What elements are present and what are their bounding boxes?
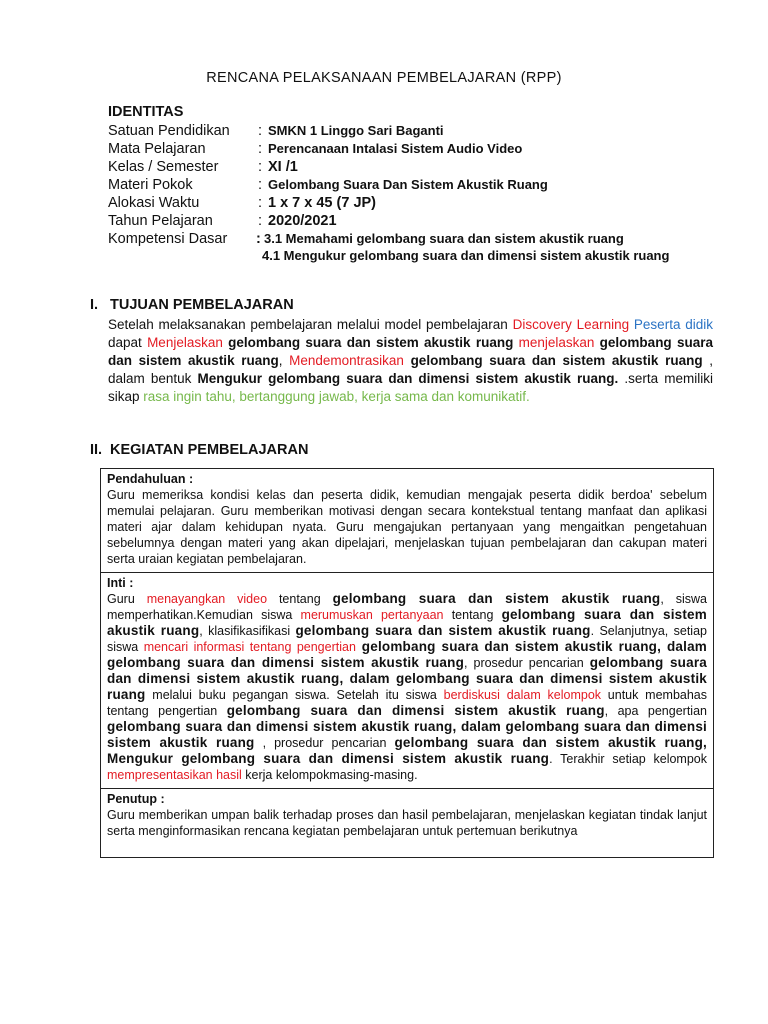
identity-value: 4.1 Mengukur gelombang suara dan dimensi sistem akustik ruang [262,248,670,263]
text-run: dapat [108,335,148,350]
section-title: KEGIATAN PEMBELAJARAN [110,442,309,458]
colon: : [258,123,263,139]
text-run: .serta memiliki sikap [108,371,713,404]
text-run: menjelaskan [518,335,595,350]
colon: : [258,213,263,229]
text-run: gelombang suara dan dimensi sistem akustik ruang, dalam gelombang suara dan dimensi sistem akustik ruang [107,719,707,750]
text-run: gelombang suara dan sistem akustik ruang, dalam gelombang suara dan dimensi sistem akustik ruang [107,639,707,670]
identity-value: SMKN 1 Linggo Sari Baganti [268,123,444,138]
section-tujuan-heading [90,297,294,313]
text-run: , prosedur pencarian [464,656,590,670]
pendahuluan-cell [101,469,713,573]
text-run: gelombang suara dan dimensi sistem akustik ruang, dalam gelombang suara dan dimensi sistem akustik ruang [107,655,707,702]
text-run: Guru [107,592,147,606]
text-run: Discovery Learning [512,317,630,332]
text-run: Peserta didik [633,317,713,332]
document-title: RENCANA PELAKSANAAN PEMBELAJARAN (RPP) [206,70,562,86]
identity-label: Kelas / Semester [108,159,219,175]
text-run: gelombang suara dan sistem akustik ruang [332,591,661,606]
text-run: gelombang suara dan sistem akustik ruang [222,335,514,350]
identity-value: Gelombang Suara Dan Sistem Akustik Ruang [268,177,548,192]
text-run: berdiskusi dalam kelompok [443,688,602,702]
section-number: II. [90,442,103,458]
colon: : [258,159,263,175]
identity-value: 3.1 Memahami gelombang suara dan sistem akustik ruang [264,231,624,246]
cell-text: Guru memeriksa kondisi kelas dan peserta didik, kemudian mengajak peserta didik berdoa' sebelum memulai pelajaran. Guru memberikan motivasi dengan secara kontekstual tentang manfaat dan aplikasi materi ajar dalam kehidupan nyata. Guru mengajukan pertanyaan yang mengaitkan pengetahuan sebelumnya dengan materi yang akan dipelajari, menjelaskan tujuan pembelajaran dan cakupan materi serta uraian kegiatan pembelajaran. [107,488,707,566]
colon: : [256,231,261,247]
text-run: gelombang suara dan sistem akustik ruang [295,623,591,638]
text-run: gelombang suara dan sistem akustik ruang, Mengukur gelombang suara dan dimensi sistem akustik ruang [107,735,707,766]
text-run: menayangkan video [146,592,268,606]
text-run: Mendemontrasikan [289,353,404,368]
identitas-heading: IDENTITAS [108,104,184,120]
text-run: . Terakhir setiap kelompok [549,752,707,766]
text-run: mencari informasi tentang pengertian [143,640,356,654]
text-run: rasa ingin tahu, bertanggung jawab, kerja sama dan komunikatif. [143,389,530,404]
identity-label: Satuan Pendidikan [108,123,230,139]
section-kegiatan-heading [90,442,308,458]
text-run: gelombang suara dan sistem akustik ruang [107,607,707,638]
text-run: Menjelaskan [147,335,223,350]
text-run: mempresentasikan hasil [107,768,242,782]
text-run: melalui buku pegangan siswa. Setelah itu siswa [145,688,444,702]
text-run: , dalam bentuk [108,353,713,386]
text-run: , [278,353,290,368]
identity-label: Kompetensi Dasar [108,231,228,247]
identity-label: Materi Pokok [108,177,193,193]
cell-title: Pendahuluan : [107,472,194,486]
colon: : [258,141,263,157]
text-run: merumuskan pertanyaan [300,608,444,622]
text-run: , prosedur pencarian [254,736,395,750]
identity-label: Mata Pelajaran [108,141,206,157]
inti-cell [101,573,713,789]
cell-title: Penutup : [107,792,165,806]
identity-value: Perencanaan Intalasi Sistem Audio Video [268,141,523,156]
text-run: , apa pengertian [604,704,707,718]
identity-value: XI /1 [268,159,298,175]
text-run: Setelah melaksanakan pembelajaran melalui model pembelajaran [108,317,513,332]
text-run: gelombang suara dan dimensi sistem akustik ruang [226,703,605,718]
identity-value: 1 x 7 x 45 (7 JP) [268,195,377,211]
text-run: kerja kelompokmasing-masing. [241,768,418,782]
cell-text [107,591,707,783]
tujuan-paragraph [108,316,713,406]
identity-label: Tahun Pelajaran [108,213,213,229]
text-run: tentang [267,592,333,606]
colon: : [258,177,263,193]
text-run: untuk membahas tentang pengertian [107,688,708,718]
penutup-cell [101,789,713,857]
section-number: I. [90,297,99,313]
text-run: Mengukur gelombang suara dan dimensi sistem akustik ruang. [197,371,619,386]
kegiatan-table [100,468,714,858]
cell-text: Guru memberikan umpan balik terhadap proses dan hasil pembelajaran, menjelaskan kegiatan tindak lanjut serta menginformasikan rencana kegiatan pembelajaran untuk pertemuan berikutnya [107,808,707,838]
identity-label: Alokasi Waktu [108,195,200,211]
text-run: , siswa memperhatikan.Kemudian siswa [107,592,707,622]
section-title: TUJUAN PEMBELAJARAN [110,297,294,313]
text-run: tentang [443,608,502,622]
text-run: . Selanjutnya, setiap siswa [107,624,707,654]
cell-title: Inti : [107,576,134,590]
text-run: gelombang suara dan sistem akustik ruang [410,353,703,368]
identity-value: 2020/2021 [268,213,337,229]
colon: : [258,195,263,211]
text-run: , klasifikasifikasi [199,624,296,638]
text-run: gelombang suara dan sistem akustik ruang [108,335,713,368]
